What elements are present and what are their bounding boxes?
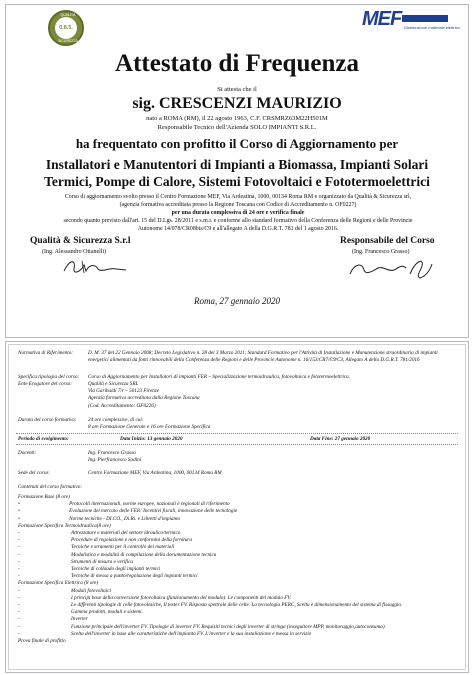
intro-text: Si attesta che il — [217, 86, 257, 93]
base-item: • Protocolli internazionali, norme europee, nazionali e regionali di riferimento — [18, 501, 230, 508]
provider-label: Ente Erogatore del corso: — [18, 381, 72, 387]
venue-label: Sede del corso: — [18, 470, 50, 476]
body-line: (agenzia formativa accreditata presso la Regione Toscana con Codice di Accreditamento n. OF0227) — [119, 202, 357, 208]
provider-block — [88, 381, 448, 410]
badge-number: 0.8.5. — [55, 17, 77, 39]
body-line: Autonome 14/078/CR08bis/C9 e all'allegato A della D.G.R.T. 781 del 1 agosto 2016. — [137, 226, 339, 232]
final-label: Prova finale di profitto — [18, 638, 66, 645]
teachers-block — [88, 450, 448, 464]
base-item: • Evoluzione del mercato delle FER: Incentivi fiscali, innovazione delle tecnologie — [18, 508, 238, 515]
provider-line: Qualità e Sicurezza SRL — [88, 381, 139, 387]
base-label: Formazione Base (8 ore) — [18, 494, 70, 500]
start-date-block — [120, 436, 183, 442]
logo-tagline: Distribuzione materiale elettrico — [404, 25, 460, 30]
frequented-line: ha frequentato con profitto il Corso di Aggiornamento per — [75, 136, 399, 151]
type-text: Corso di Aggiornamento per Installatori di impianti FER – Specializzazione termoidraulica, fotovoltaica e fototermoelettrica. — [88, 374, 350, 380]
thermo-item: - Procedure di regolazione e non conformità della fornitura — [18, 537, 192, 544]
teachers-label: Docenti: — [18, 450, 37, 456]
thermo-item: - Tecniche e strumenti per il controllo dei materiali — [18, 544, 175, 551]
electric-item: - Scelta dell'inverter in base alle caratteristiche dell'impianto FV. L'inverter e la sua installazione e messa in servizio — [18, 630, 312, 637]
electric-item: - I principi base della conversione fotovoltaica (funzionamento del modulo). Le componenti del modulo FV. — [18, 594, 292, 601]
start-label: Data Inizio: — [120, 436, 146, 442]
thermo-item: - Attrezzature e materiali del settore idraulico/termico — [18, 530, 181, 537]
logo-bar — [402, 15, 448, 22]
start-date: 13 gennaio 2020 — [147, 436, 183, 442]
ref-label: Normativa di Riferimento: — [18, 350, 74, 356]
period-label: Periodo di svolgimento: — [18, 436, 69, 442]
end-date-block — [310, 436, 370, 442]
teacher-name: Ing. Francesco Grasso — [88, 450, 136, 456]
venue-text: Centro Formazione MEF, Via Ardeatina, 1000, 00134 Roma RM — [88, 470, 222, 476]
person-name: sig. CRESCENZI MAURIZIO — [132, 95, 342, 112]
separator — [16, 433, 458, 434]
course-line-1: Installatori e Manutentori di Impianti a Biomassa, Impianti Solari — [45, 157, 429, 172]
electric-item: - Funzione principale dell'inverter FV. Tipologie di inverter FV. Requisiti tecnici degli inverter di stringa (inseguitore MPP, monitoraggio,autoconsumo). — [18, 623, 386, 630]
logo-name: MEF — [362, 8, 402, 30]
electric-item: - Moduli fotovoltaici — [18, 587, 111, 594]
body-line: Corso di aggiornamento svolto presso il Centro Formazione MEF, Via Ardeatina, 1000, 00134 Roma RM e organizzato da Qualità & Sicurezza srl, — [64, 194, 412, 200]
org-left: Qualità & Sicurezza S.r.l — [30, 236, 131, 246]
right-signature — [346, 254, 436, 280]
end-label: Data Fine: — [310, 436, 334, 442]
body-line: per una durata complessiva di 24 ore e verifica finale — [171, 210, 305, 216]
duration-block — [88, 417, 448, 431]
end-date: 27 gennaio 2020 — [334, 436, 371, 442]
org-right-sub: (Ing. Francesco Grasso) — [352, 249, 410, 255]
org-left-sub: (Ing. Alessandro Ottanelli) — [42, 249, 107, 255]
electric-item: - Gamma prodotti, moduli e sistemi. — [18, 609, 143, 616]
ref-text: D. M. 37 del 22 Gennaio 2008; Decreto Legislativo n. 28 del 3 Marzo 2011; Standard Formativo per l'Attività di Installazione e Manutenzione straordinaria di impianti energetici alimentati da fonti rinnovabili della Conferenza delle Regioni e delle Provincie Autonome n. 16/153/CR7/C9/C3, Allegato A della D.G.R.T. 781/2016 — [88, 350, 438, 364]
thermo-label: Formazione Specifica Termoidraulica(8 ore) — [18, 522, 111, 529]
place-date: Roma, 27 gennaio 2020 — [194, 296, 280, 306]
provider-line: Via Garibaldi 7/r – 50123 Firenze — [88, 388, 160, 395]
thermo-item: - Tecniche di messa a punto/regolazione degli impianti termici — [18, 573, 198, 580]
duration-label: Durata del corso formativo: — [18, 417, 77, 423]
teacher-name: Ing. Pierfrancesco Sodini — [88, 457, 142, 464]
electric-label: Formazione Specifica Elettrica (8 ore) — [18, 580, 99, 587]
provider-line: (Cod. Accreditamento: OF0226) — [88, 402, 156, 409]
mef-logo — [362, 8, 460, 32]
quality-badge-icon — [48, 10, 84, 46]
duration-line: 24 ore complessive, di cui: — [88, 417, 144, 423]
duration-line: 8 ore Formazione Generale e 16 ore Formazione Specifica — [88, 424, 211, 431]
body-line: secondo quanto previsto dall'art. 15 del D.Lgs. 28/2011 e s.m.i. e conforme allo standard formativo della Conferenza delle Regioni e delle Provincie — [63, 218, 413, 224]
provider-line: Agenzia formativa accreditata dalla Regione Toscana — [88, 395, 200, 402]
contents-block — [18, 494, 458, 645]
thermo-item: - Strumenti di misura e verifica — [18, 558, 133, 565]
contents-label: Contenuti del corso formativo: — [18, 484, 83, 490]
thermo-item: - Modulistica e modalità di compilazione della documentazione tecnica — [18, 551, 217, 558]
electric-item: - Le differenti tipologie di celle fotovoltaiche, Il tester FV. Risposta spettrale delle celle. La tecnologia PERC, Scelta e dimensionamento del sistema di fissaggio. — [18, 602, 403, 609]
left-signature — [60, 255, 130, 277]
separator — [16, 444, 458, 445]
base-item: • Norme tecniche - DI.CO., Di.Ri. e Libretti d'impianto — [18, 515, 181, 522]
body-text — [12, 193, 464, 233]
badge-bottom-text: SICUREZZA — [58, 39, 78, 43]
org-right: Responsabile del Corso — [340, 236, 435, 246]
course-line-2: Termici, Pompe di Calore, Sistemi Fotovoltaici e Fototermoelettrici — [44, 174, 430, 189]
role-line: Responsabile Tecnico dell'Azienda SOLO IMPIANTI S.R.L. — [157, 124, 317, 131]
thermo-item: - Tecniche di collaudo degli impianti termici — [18, 566, 161, 573]
certificate-title: Attestato di Frequenza — [115, 50, 359, 77]
type-label: Specifica tipologia del corso: — [18, 374, 80, 380]
birth-line: nato a ROMA (RM), il 22 agosto 1963, C.F. CRSMRZ63M22H501M — [146, 115, 328, 122]
badge-top-text: QUALITÀ — [60, 13, 76, 17]
electric-item: - Inverter — [18, 616, 88, 623]
